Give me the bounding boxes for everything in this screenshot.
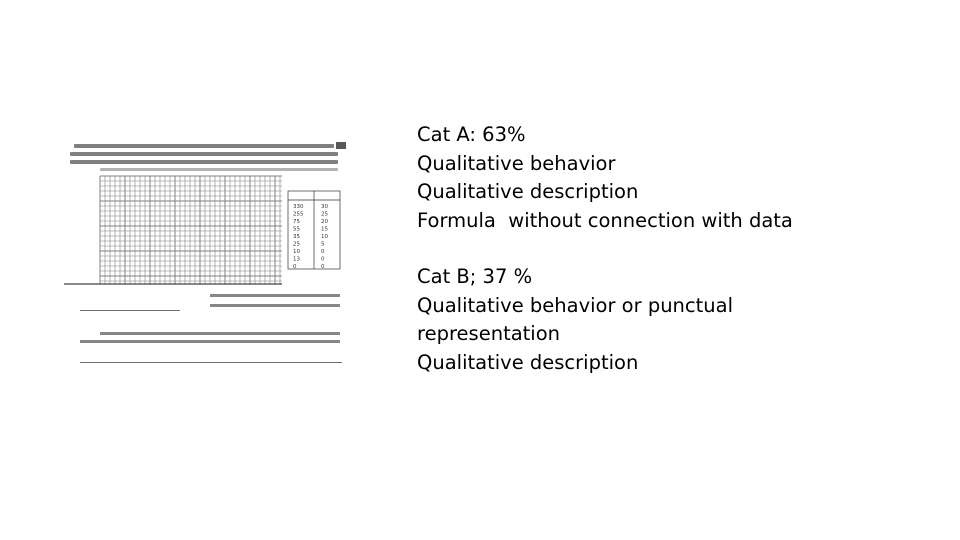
table-cell: 55 — [293, 226, 300, 233]
category-a-line-1: Qualitative behavior — [417, 151, 616, 175]
table-cell: 0 — [321, 249, 325, 255]
scanned-worksheet-image — [60, 128, 350, 374]
table-cell: 10 — [321, 234, 328, 240]
category-a-heading: Cat A: 63% — [417, 123, 526, 146]
category-b-line-3: Qualitative description — [417, 350, 639, 374]
category-b-line-1: Qualitative behavior or punctual — [417, 293, 734, 317]
table-cell: 30 — [321, 204, 328, 210]
table-cell: 25 — [293, 241, 300, 248]
category-a-line-2: Qualitative description — [417, 180, 639, 203]
category-b-heading: Cat B; 37 % — [417, 265, 533, 288]
table-cell: 10 — [293, 249, 300, 255]
table-cell: 15 — [321, 226, 328, 233]
table-cell: 35 — [293, 234, 300, 240]
category-summary-text — [417, 121, 937, 377]
table-cell: 330 — [293, 204, 304, 210]
table-cell: 25 — [321, 211, 328, 218]
table-cell: 5 — [321, 241, 325, 248]
spacer — [417, 235, 937, 263]
category-b-line-2: representation — [417, 322, 561, 345]
table-cell: 20 — [321, 219, 328, 225]
table-cell: 0 — [321, 256, 325, 263]
table-cell: 0 — [321, 264, 325, 270]
category-a-line-3: Formula without connection with data — [417, 208, 793, 232]
table-cell: 13 — [293, 256, 300, 263]
table-cell: 255 — [293, 211, 304, 218]
scanned-worksheet-graphic — [60, 128, 350, 374]
table-cell: 75 — [293, 219, 300, 225]
table-cell: 0 — [293, 264, 297, 270]
